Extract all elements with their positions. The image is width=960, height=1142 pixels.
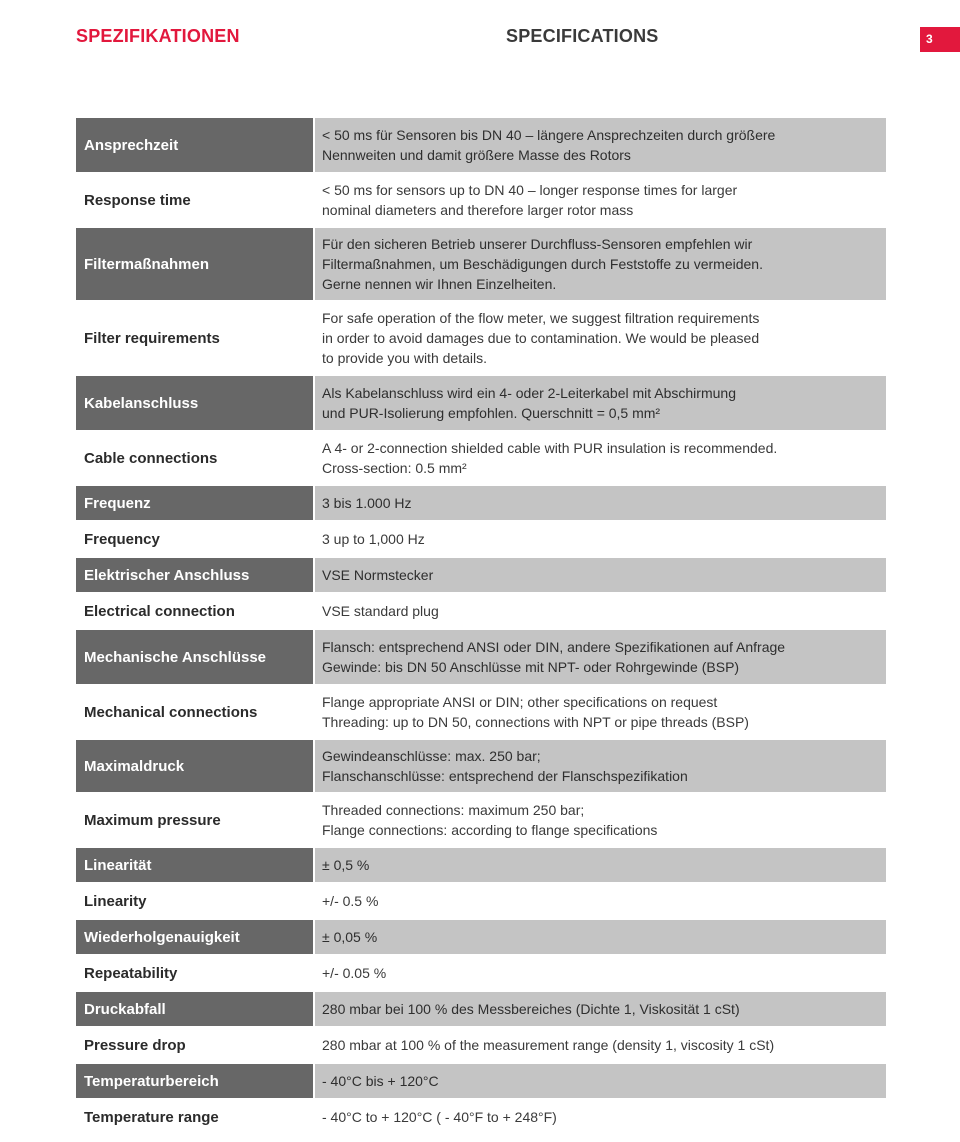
spec-label: Elektrischer Anschluss — [76, 558, 313, 592]
spec-label: Electrical connection — [84, 602, 235, 620]
spec-row — [76, 118, 886, 172]
spec-value-line: und PUR-Isolierung empfohlen. Querschnitt = 0,5 mm² — [322, 405, 661, 421]
spec-value-line: in order to avoid damages due to contamination. We would be pleased — [322, 330, 760, 346]
spec-value-line: Filtermaßnahmen, um Beschädigungen durch Feststoffe zu vermeiden. — [322, 256, 763, 272]
spec-value — [315, 302, 886, 374]
spec-row — [76, 884, 886, 918]
spec-row — [76, 486, 886, 520]
spec-value-line: For safe operation of the flow meter, we suggest filtration requirements — [322, 310, 760, 326]
spec-row — [76, 302, 886, 374]
spec-value-line: 280 mbar bei 100 % des Messbereiches (Dichte 1, Viskosität 1 cSt) — [322, 1001, 740, 1017]
spec-value-line: Flange appropriate ANSI or DIN; other specifications on request — [322, 694, 718, 710]
spec-value-line: +/- 0.05 % — [322, 965, 387, 981]
spec-row — [76, 558, 886, 592]
spec-value-line: Gerne nennen wir Ihnen Einzelheiten. — [322, 276, 557, 292]
spec-value-line: Nennweiten und damit größere Masse des Rotors — [322, 147, 631, 163]
spec-label: Maximum pressure — [84, 811, 221, 829]
spec-row — [76, 1100, 886, 1134]
spec-row — [76, 686, 886, 738]
spec-value — [315, 1028, 886, 1062]
spec-label: Filter requirements — [84, 329, 220, 347]
spec-row — [76, 376, 886, 430]
spec-value-line: Cross-section: 0.5 mm² — [322, 460, 467, 476]
spec-value — [315, 956, 886, 990]
spec-value — [315, 920, 886, 954]
spec-label: Mechanical connections — [84, 703, 258, 721]
spec-row — [76, 228, 886, 300]
spec-value-line: ± 0,5 % — [322, 857, 370, 873]
spec-value-line: Threaded connections: maximum 250 bar; — [322, 802, 585, 818]
spec-value-line: < 50 ms für Sensoren bis DN 40 – längere Ansprechzeiten durch größere — [322, 127, 776, 143]
page-title-german: SPEZIFIKATIONEN — [76, 26, 240, 46]
spec-value — [315, 992, 886, 1026]
spec-value-line: - 40°C bis + 120°C — [322, 1073, 439, 1089]
spec-value-line: < 50 ms for sensors up to DN 40 – longer response times for larger — [322, 182, 738, 198]
spec-label: Maximaldruck — [76, 740, 313, 792]
spec-value — [315, 432, 886, 484]
spec-label: Response time — [84, 191, 191, 209]
spec-value — [315, 486, 886, 520]
spec-label: Pressure drop — [84, 1036, 186, 1054]
spec-value — [315, 228, 886, 300]
spec-label: Linearity — [84, 892, 147, 910]
spec-label: Wiederholgenauigkeit — [76, 920, 313, 954]
spec-value — [315, 594, 886, 628]
specifications-table — [76, 118, 886, 1136]
spec-value — [315, 1064, 886, 1098]
spec-row — [76, 594, 886, 628]
spec-value-line: Flansch: entsprechend ANSI oder DIN, andere Spezifikationen auf Anfrage — [322, 639, 786, 655]
spec-label: Frequency — [84, 530, 160, 548]
spec-row — [76, 956, 886, 990]
spec-row — [76, 794, 886, 846]
spec-label: Linearität — [76, 848, 313, 882]
spec-label: Druckabfall — [76, 992, 313, 1026]
spec-label: Temperature range — [84, 1108, 219, 1126]
spec-value-line: to provide you with details. — [322, 350, 487, 366]
spec-value-line: Flanschanschlüsse: entsprechend der Flanschspezifikation — [322, 768, 688, 784]
spec-row — [76, 848, 886, 882]
spec-row — [76, 740, 886, 792]
spec-row — [76, 630, 886, 684]
spec-value — [315, 522, 886, 556]
spec-value — [315, 740, 886, 792]
spec-value — [315, 848, 886, 882]
spec-row — [76, 1028, 886, 1062]
spec-row — [76, 432, 886, 484]
spec-label: Kabelanschluss — [76, 376, 313, 430]
spec-label: Cable connections — [84, 449, 218, 467]
page-number-badge: 3 — [920, 27, 960, 52]
spec-label: Temperaturbereich — [76, 1064, 313, 1098]
spec-value — [315, 794, 886, 846]
spec-value-line: Gewindeanschlüsse: max. 250 bar; — [322, 748, 541, 764]
spec-value-line: 3 bis 1.000 Hz — [322, 495, 412, 511]
spec-value-line: Flange connections: according to flange specifications — [322, 822, 658, 838]
spec-value — [315, 884, 886, 918]
spec-value-line: Threading: up to DN 50, connections with NPT or pipe threads (BSP) — [322, 714, 749, 730]
spec-value — [315, 1100, 886, 1134]
spec-label: Repeatability — [84, 964, 178, 982]
spec-value — [315, 686, 886, 738]
spec-value-line: VSE Normstecker — [322, 567, 434, 583]
spec-value-line: Als Kabelanschluss wird ein 4- oder 2-Leiterkabel mit Abschirmung — [322, 385, 736, 401]
spec-value — [315, 558, 886, 592]
spec-label: Ansprechzeit — [76, 118, 313, 172]
spec-row — [76, 174, 886, 226]
spec-value-line: VSE standard plug — [322, 603, 439, 619]
page-title-english: SPECIFICATIONS — [506, 26, 659, 46]
spec-label: Mechanische Anschlüsse — [76, 630, 313, 684]
spec-value — [315, 376, 886, 430]
spec-value — [315, 118, 886, 172]
spec-value-line: +/- 0.5 % — [322, 893, 379, 909]
spec-row — [76, 920, 886, 954]
spec-row — [76, 522, 886, 556]
spec-value — [315, 174, 886, 226]
spec-value-line: ± 0,05 % — [322, 929, 378, 945]
spec-value-line: Für den sicheren Betrieb unserer Durchfluss-Sensoren empfehlen wir — [322, 236, 753, 252]
spec-value-line: 3 up to 1,000 Hz — [322, 531, 425, 547]
spec-value-line: A 4- or 2-connection shielded cable with PUR insulation is recommended. — [322, 440, 778, 456]
spec-value-line: 280 mbar at 100 % of the measurement range (density 1, viscosity 1 cSt) — [322, 1037, 775, 1053]
spec-value-line: nominal diameters and therefore larger rotor mass — [322, 202, 634, 218]
spec-label: Frequenz — [76, 486, 313, 520]
spec-label: Filtermaßnahmen — [76, 228, 313, 300]
spec-value — [315, 630, 886, 684]
spec-value-line: Gewinde: bis DN 50 Anschlüsse mit NPT- oder Rohrgewinde (BSP) — [322, 659, 740, 675]
spec-value-line: - 40°C to + 120°C ( - 40°F to + 248°F) — [322, 1109, 557, 1125]
row-gap — [76, 1134, 886, 1136]
spec-row — [76, 992, 886, 1026]
spec-row — [76, 1064, 886, 1098]
